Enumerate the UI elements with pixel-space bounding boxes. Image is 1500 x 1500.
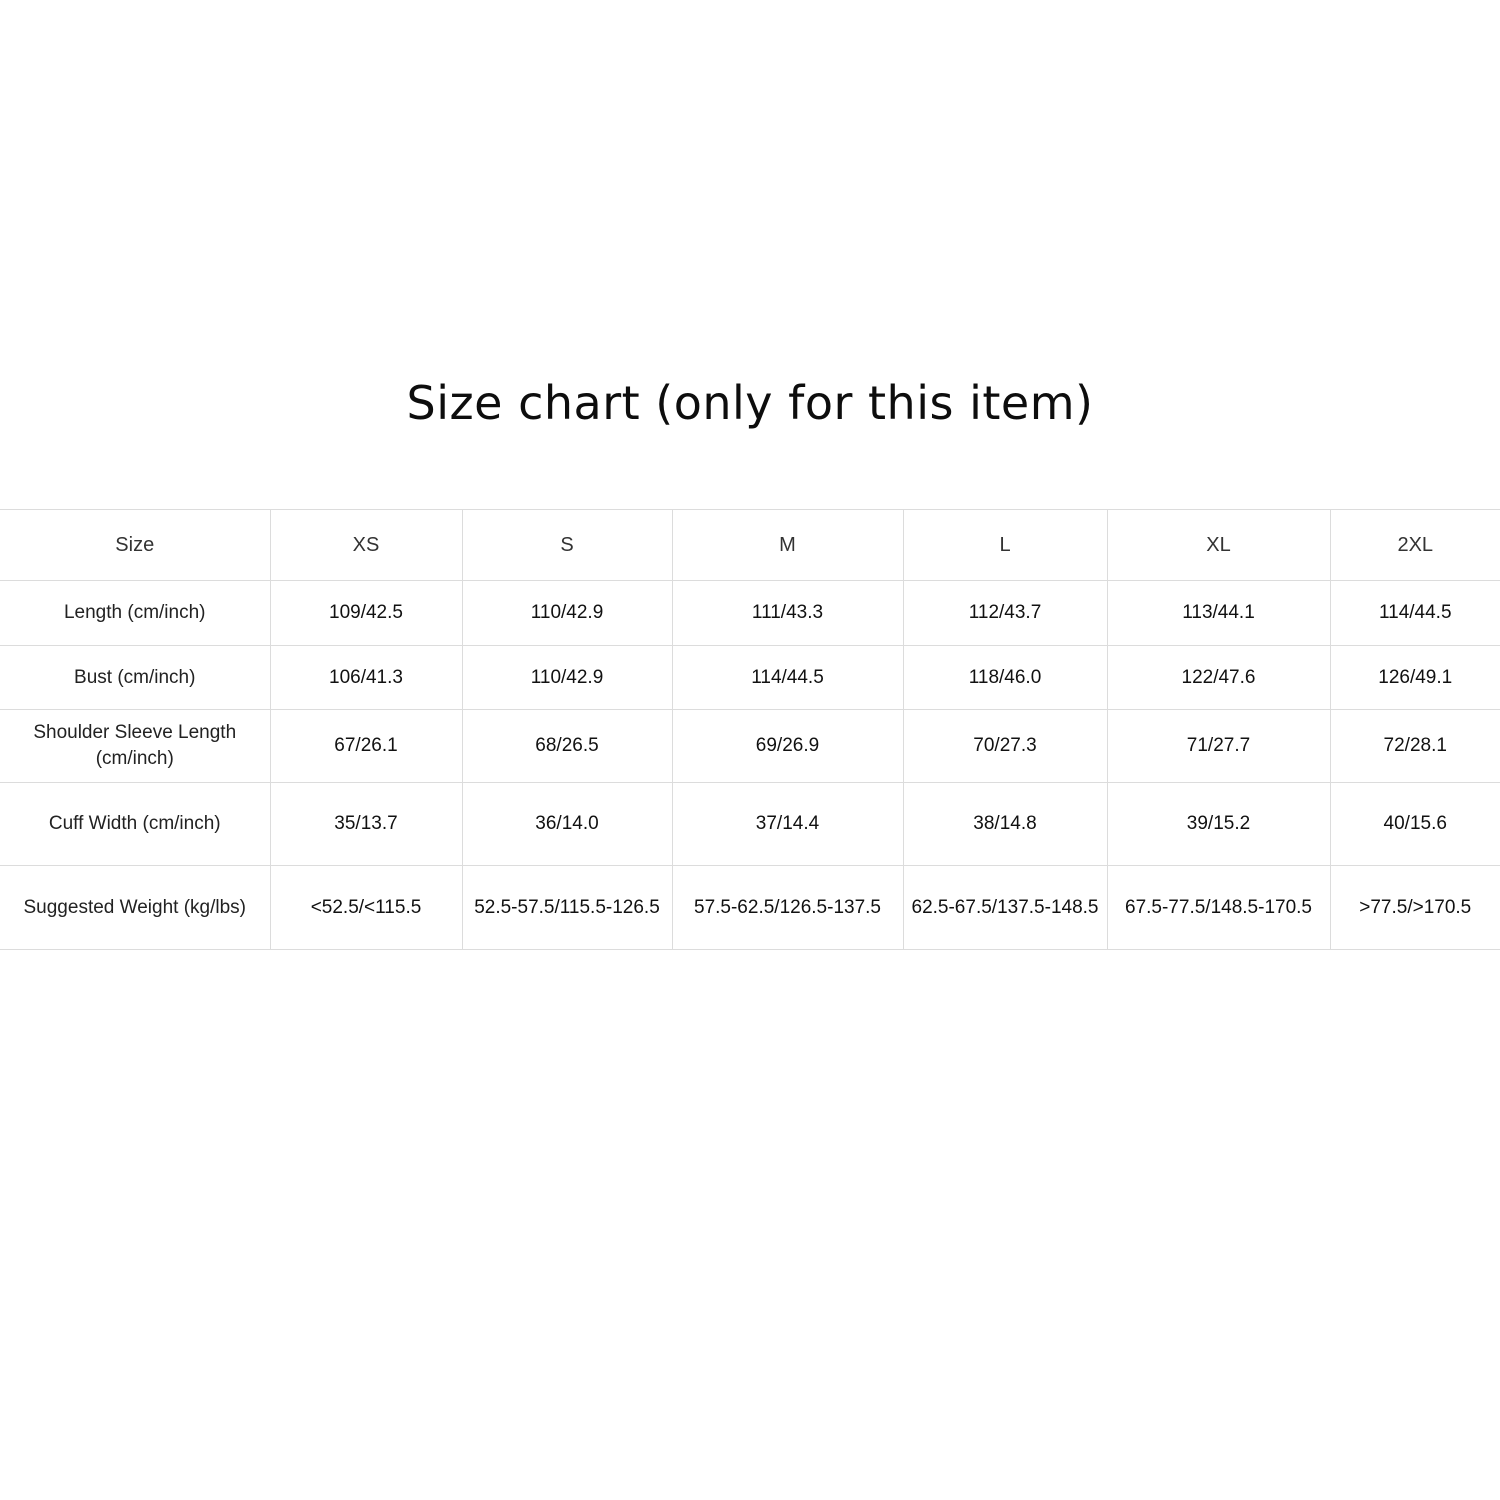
table-cell: <52.5/<115.5 [270,866,462,950]
table-cell: 113/44.1 [1107,581,1330,646]
table-cell: 67/26.1 [270,710,462,783]
table-cell: 109/42.5 [270,581,462,646]
page-title: Size chart (only for this item) [406,376,1094,430]
table-cell: 71/27.7 [1107,710,1330,783]
table-row-bust [0,646,1500,710]
size-chart-table [0,509,1500,950]
table-cell: 38/14.8 [903,783,1107,866]
table-cell: 70/27.3 [903,710,1107,783]
table-cell: 62.5-67.5/137.5-148.5 [903,866,1107,950]
table-cell: 69/26.9 [672,710,903,783]
table-row-length [0,581,1500,646]
header-cell-2xl: 2XL [1330,510,1500,581]
table-cell: >77.5/>170.5 [1330,866,1500,950]
table-cell: 68/26.5 [462,710,672,783]
table-cell: 72/28.1 [1330,710,1500,783]
table-cell: 36/14.0 [462,783,672,866]
table-cell: 40/15.6 [1330,783,1500,866]
row-label: Suggested Weight (kg/lbs) [0,866,270,950]
table-cell: 114/44.5 [672,646,903,710]
header-cell-l: L [903,510,1107,581]
table-cell: 110/42.9 [462,581,672,646]
table-cell: 111/43.3 [672,581,903,646]
table-cell: 35/13.7 [270,783,462,866]
table-header-row [0,510,1500,581]
table-cell: 112/43.7 [903,581,1107,646]
table-cell: 67.5-77.5/148.5-170.5 [1107,866,1330,950]
header-cell-xl: XL [1107,510,1330,581]
row-label: Cuff Width (cm/inch) [0,783,270,866]
table-cell: 114/44.5 [1330,581,1500,646]
table-cell: 39/15.2 [1107,783,1330,866]
table-cell: 106/41.3 [270,646,462,710]
table-row-cuff-width [0,783,1500,866]
header-cell-s: S [462,510,672,581]
header-cell-size: Size [0,510,270,581]
table-cell: 126/49.1 [1330,646,1500,710]
table-cell: 122/47.6 [1107,646,1330,710]
row-label: Bust (cm/inch) [0,646,270,710]
table-row-suggested-weight [0,866,1500,950]
table-cell: 118/46.0 [903,646,1107,710]
table-cell: 37/14.4 [672,783,903,866]
table-cell: 110/42.9 [462,646,672,710]
row-label: Length (cm/inch) [0,581,270,646]
table-cell: 52.5-57.5/115.5-126.5 [462,866,672,950]
header-cell-m: M [672,510,903,581]
table-row-shoulder-sleeve [0,710,1500,783]
header-cell-xs: XS [270,510,462,581]
row-label: Shoulder Sleeve Length (cm/inch) [0,710,270,783]
table-cell: 57.5-62.5/126.5-137.5 [672,866,903,950]
